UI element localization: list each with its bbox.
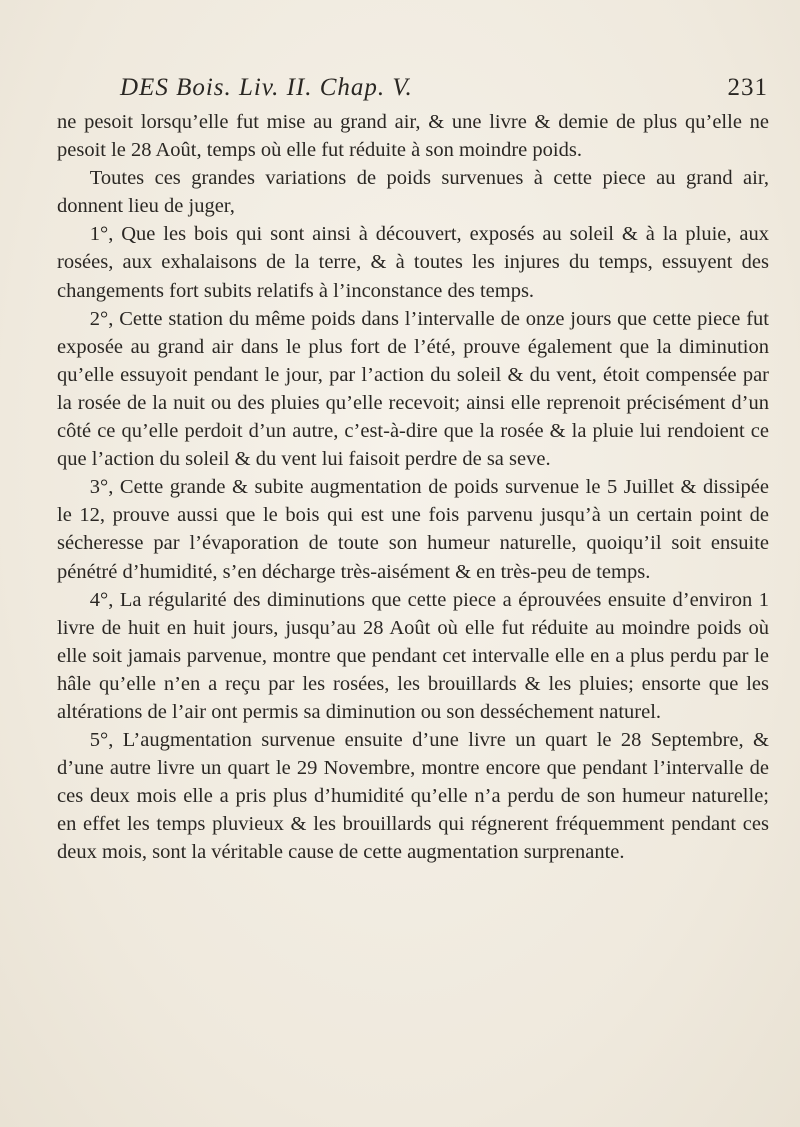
paragraph-point-2: 2°, Cette station du même poids dans l’intervalle de onze jours que cette piece fut exposée au grand air dans le plus fort de l’été, prouve également que la diminution qu’elle essuyoit pendant le jour, par l’action du soleil & du vent, étoit compensée par la rosée de la nuit ou des pluies qu’elle recevoit; ainsi elle reprenoit précisément d’un côté ce qu’elle perdoit d’un autre, c’est-à-dire que la rosée & la pluie lui rendoient ce que l’action du soleil & du vent lui faisoit perdre de sa seve. [57, 307, 769, 471]
paragraph-point-5: 5°, L’augmentation survenue ensuite d’une livre un quart le 28 Septembre, & d’une autre livre un quart le 29 Novembre, montre encore que pendant l’intervalle de ces deux mois elle a pris plus d’humidité qu’elle n’a perdu de son humeur naturelle; en effet les temps pluvieux & les brouillards qui régnerent fréquemment pendant ces deux mois, sont la véritable cause de cette augmentation surprenante. [57, 729, 769, 864]
body-text [57, 108, 769, 867]
paragraph-intro: Toutes ces grandes variations de poids survenues à cette piece au grand air, donnent lieu de juger, [57, 167, 769, 218]
paragraph-point-4: 4°, La régularité des diminutions que cette piece a éprouvées ensuite d’environ 1 livre de huit en huit jours, jusqu’au 28 Août où elle fut réduite au moindre poids où elle soit jamais parvenue, montre que pendant cet intervalle elle en a plus perdu par le hâle qu’elle n’en a reçu par les rosées, les brouillards & les pluies; ensorte que les altérations de l’air ont permis sa diminution ou son desséchement naturel. [57, 588, 769, 723]
paragraph-continuation: ne pesoit lorsqu’elle fut mise au grand air, & une livre & demie de plus qu’elle ne pesoit le 28 Août, temps où elle fut réduite à son moindre poids. [57, 111, 769, 162]
running-title: DES Bois. Liv. II. Chap. V. [120, 74, 413, 101]
page-header [100, 74, 768, 108]
paragraph-point-3: 3°, Cette grande & subite augmentation de poids survenue le 5 Juillet & dissipée le 12, prouve aussi que le bois qui est une fois parvenu jusqu’à un certain point de sécheresse par l’évaporation de toute son humeur naturelle, quoiqu’il soit ensuite pénétré d’humidité, s’en décharge très-aisément & en très-peu de temps. [57, 476, 769, 583]
page-number: 231 [727, 74, 768, 101]
paragraph-point-1: 1°, Que les bois qui sont ainsi à découvert, exposés au soleil & à la pluie, aux rosées, aux exhalaisons de la terre, & à toutes les injures du temps, essuyent des changements fort subits relatifs à l’inconstance des temps. [57, 223, 769, 302]
